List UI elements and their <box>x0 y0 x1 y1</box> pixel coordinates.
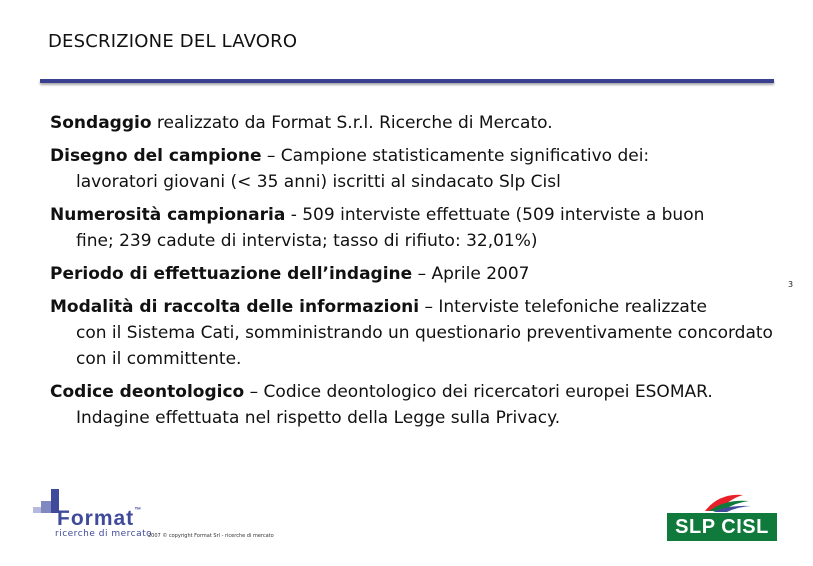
item-label: Modalità di raccolta delle informazioni <box>50 297 420 317</box>
page-number: 3 <box>788 280 794 289</box>
item-continuation: Indagine effettuata nel rispetto della Legge sulla Privacy. <box>76 408 561 428</box>
item-label: Codice deontologico <box>50 382 245 402</box>
slp-cisl-wordmark: SLP CISL <box>667 513 777 541</box>
list-item <box>50 110 790 136</box>
format-logo <box>33 487 151 539</box>
copyright-notice: 2007 © copyright Format Srl - ricerche di mercato <box>148 533 274 539</box>
page-title: DESCRIZIONE DEL LAVORO <box>48 31 298 52</box>
item-label: Sondaggio <box>50 113 152 133</box>
item-text: - 509 interviste effettuate (509 interviste a buon <box>285 205 705 225</box>
format-tagline: ricerche di mercato <box>55 529 153 539</box>
list-item <box>50 143 790 195</box>
item-text: realizzato da Format S.r.l. Ricerche di Mercato. <box>151 113 553 133</box>
flag-icon <box>667 487 777 515</box>
item-text: – Interviste telefoniche realizzate <box>419 297 707 317</box>
slp-cisl-logo <box>667 487 777 542</box>
item-label: Periodo di effettuazione dell’indagine <box>50 264 413 284</box>
item-label: Disegno del campione <box>50 146 262 166</box>
item-text: – Aprile 2007 <box>412 264 530 284</box>
item-text: – Campione statisticamente significativo dei: <box>261 146 650 166</box>
item-label: Numerosità campionaria <box>50 205 286 225</box>
list-item <box>50 379 790 431</box>
format-wordmark: Format™ <box>57 507 143 530</box>
description-list <box>50 110 790 438</box>
item-text: – Codice deontologico dei ricercatori europei ESOMAR. <box>244 382 713 402</box>
item-continuation: lavoratori giovani (< 35 anni) iscritti al sindacato Slp Cisl <box>76 172 561 192</box>
list-item <box>50 202 790 254</box>
item-continuation: con il Sistema Cati, somministrando un questionario preventivamente concordato con il committente. <box>76 323 773 369</box>
list-item <box>50 261 790 287</box>
title-divider <box>40 79 774 83</box>
list-item <box>50 294 790 372</box>
item-continuation: fine; 239 cadute di intervista; tasso di rifiuto: 32,01%) <box>76 231 538 251</box>
